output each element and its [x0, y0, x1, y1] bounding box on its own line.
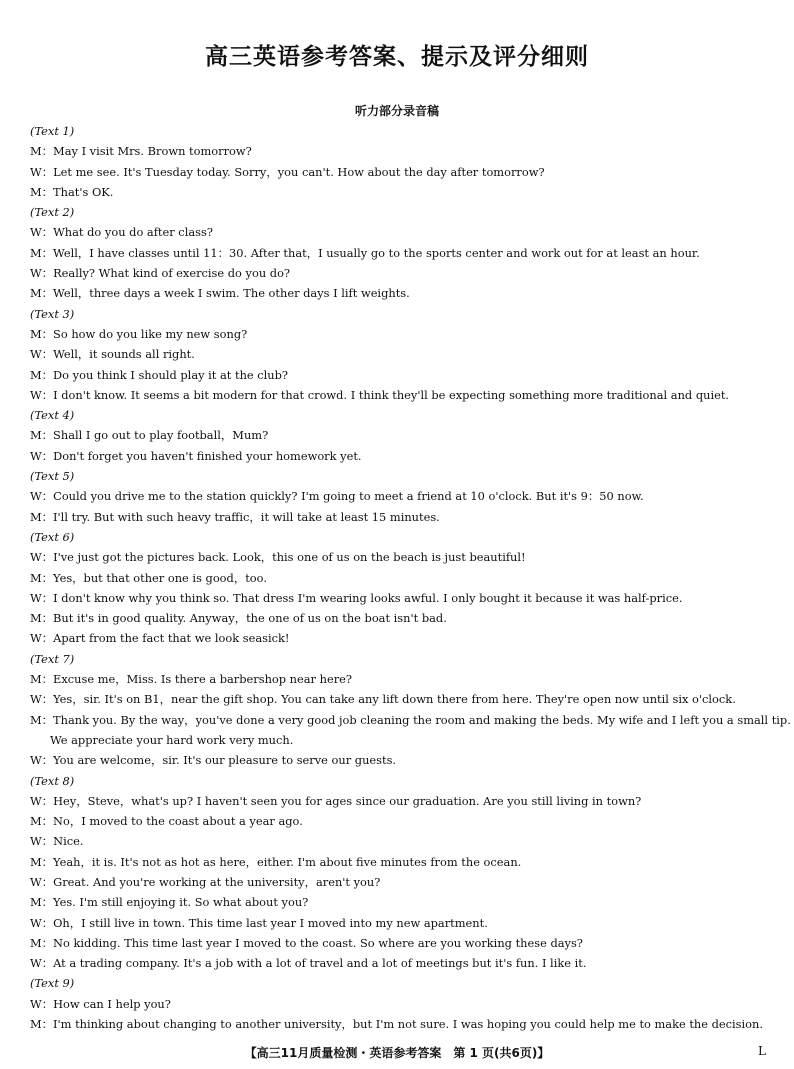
transcript-line: W：Really? What kind of exercise do you do?	[30, 266, 291, 281]
transcript-body	[30, 121, 791, 1034]
transcript-line: M：Yes. I'm still enjoying it. So what about you?	[30, 895, 309, 910]
text-section-tag: (Text 9)	[30, 976, 75, 991]
transcript-line: W：You are welcome，sir. It's our pleasure to serve our guests.	[30, 753, 397, 768]
transcript-line: M：No，I moved to the coast about a year ago.	[30, 814, 303, 829]
transcript-line: W：How can I help you?	[30, 996, 171, 1011]
transcript-line: We appreciate your hard work very much.	[50, 732, 294, 747]
page-title: 高三英语参考答案、提示及评分细则	[205, 44, 589, 70]
transcript-line: W：I don't know. It seems a bit modern for that crowd. I think they'll be expecting something more traditional and quiet.	[30, 387, 730, 402]
text-section-tag: (Text 1)	[30, 124, 75, 138]
transcript-line: W：Hey，Steve，what's up? I haven't seen you for ages since our graduation. Are you still living in town?	[30, 793, 642, 808]
transcript-line: W：Could you drive me to the station quickly? I'm going to meet a friend at 10 o'clock. But it's 9：50 now.	[30, 489, 644, 504]
transcript-line: W：Let me see. It's Tuesday today. Sorry，you can't. How about the day after tomorrow?	[30, 164, 545, 179]
transcript-line: M：Excuse me，Miss. Is there a barbershop near here?	[30, 672, 352, 687]
transcript-line: M：Do you think I should play it at the club?	[30, 367, 289, 382]
transcript-line: W：Yes，sir. It's on B1，near the gift shop. You can take any lift down there from here. They're open now until six o'clock.	[30, 692, 736, 707]
transcript-line: M：Well，three days a week I swim. The other days I lift weights.	[30, 286, 410, 301]
transcript-line: M：I'm thinking about changing to another university，but I'm not sure. I was hoping you could help me to make the decision.	[30, 1017, 763, 1032]
transcript-line: M：I'll try. But with such heavy traffic，it will take at least 15 minutes.	[30, 509, 440, 524]
text-section-tag: (Text 8)	[30, 773, 75, 788]
transcript-line: W：Apart from the fact that we look seasick!	[30, 631, 290, 646]
transcript-line: W：Don't forget you haven't finished your homework yet.	[30, 448, 362, 463]
transcript-line: M：Yeah，it is. It's not as hot as here，either. I'm about five minutes from the ocean.	[30, 854, 522, 869]
transcript-line: W：Well，it sounds all right.	[30, 347, 195, 362]
transcript-line: W：I've just got the pictures back. Look，this one of us on the beach is just beautiful!	[30, 550, 526, 565]
page-footer: 【高三11月质量检测・英语参考答案 第 1 页(共6页)】	[244, 1046, 550, 1060]
transcript-line: M：Well，I have classes until 11：30. After that，I usually go to the sports center and work out for at least an hour.	[30, 245, 700, 260]
text-section-tag: (Text 2)	[30, 205, 75, 220]
corner-mark: L	[758, 1044, 766, 1058]
section-heading: 听力部分录音稿	[354, 104, 439, 118]
transcript-line: W：Oh，I still live in town. This time last year I moved into my new apartment.	[30, 915, 488, 930]
transcript-line: M：May I visit Mrs. Brown tomorrow?	[30, 144, 252, 159]
transcript-line: M：But it's in good quality. Anyway，the one of us on the boat isn't bad.	[30, 611, 447, 626]
transcript-line: M：No kidding. This time last year I moved to the coast. So where are you working these days?	[30, 935, 583, 950]
transcript-line: W：Nice.	[30, 834, 84, 849]
transcript-line: W：At a trading company. It's a job with a lot of travel and a lot of meetings but it's fun. I like it.	[30, 956, 587, 971]
text-section-tag: (Text 5)	[30, 469, 75, 484]
text-section-tag: (Text 3)	[30, 306, 75, 321]
transcript-line: M：Shall I go out to play football，Mum?	[30, 428, 269, 443]
transcript-line: W：What do you do after class?	[30, 225, 213, 240]
text-section-tag: (Text 6)	[30, 529, 75, 544]
transcript-line: W：I don't know why you think so. That dress I'm wearing looks awful. I only bought it because it was half-price.	[30, 590, 683, 605]
transcript-line: M：That's OK.	[30, 184, 114, 199]
text-section-tag: (Text 4)	[30, 408, 75, 423]
transcript-line: M：So how do you like my new song?	[30, 326, 248, 341]
transcript-line: M：Thank you. By the way，you've done a very good job cleaning the room and making the beds. My wife and I left you a small tip.	[30, 712, 791, 727]
transcript-line: M：Yes，but that other one is good，too.	[30, 570, 267, 585]
text-section-tag: (Text 7)	[30, 651, 75, 666]
transcript-line: W：Great. And you're working at the university，aren't you?	[30, 874, 381, 889]
